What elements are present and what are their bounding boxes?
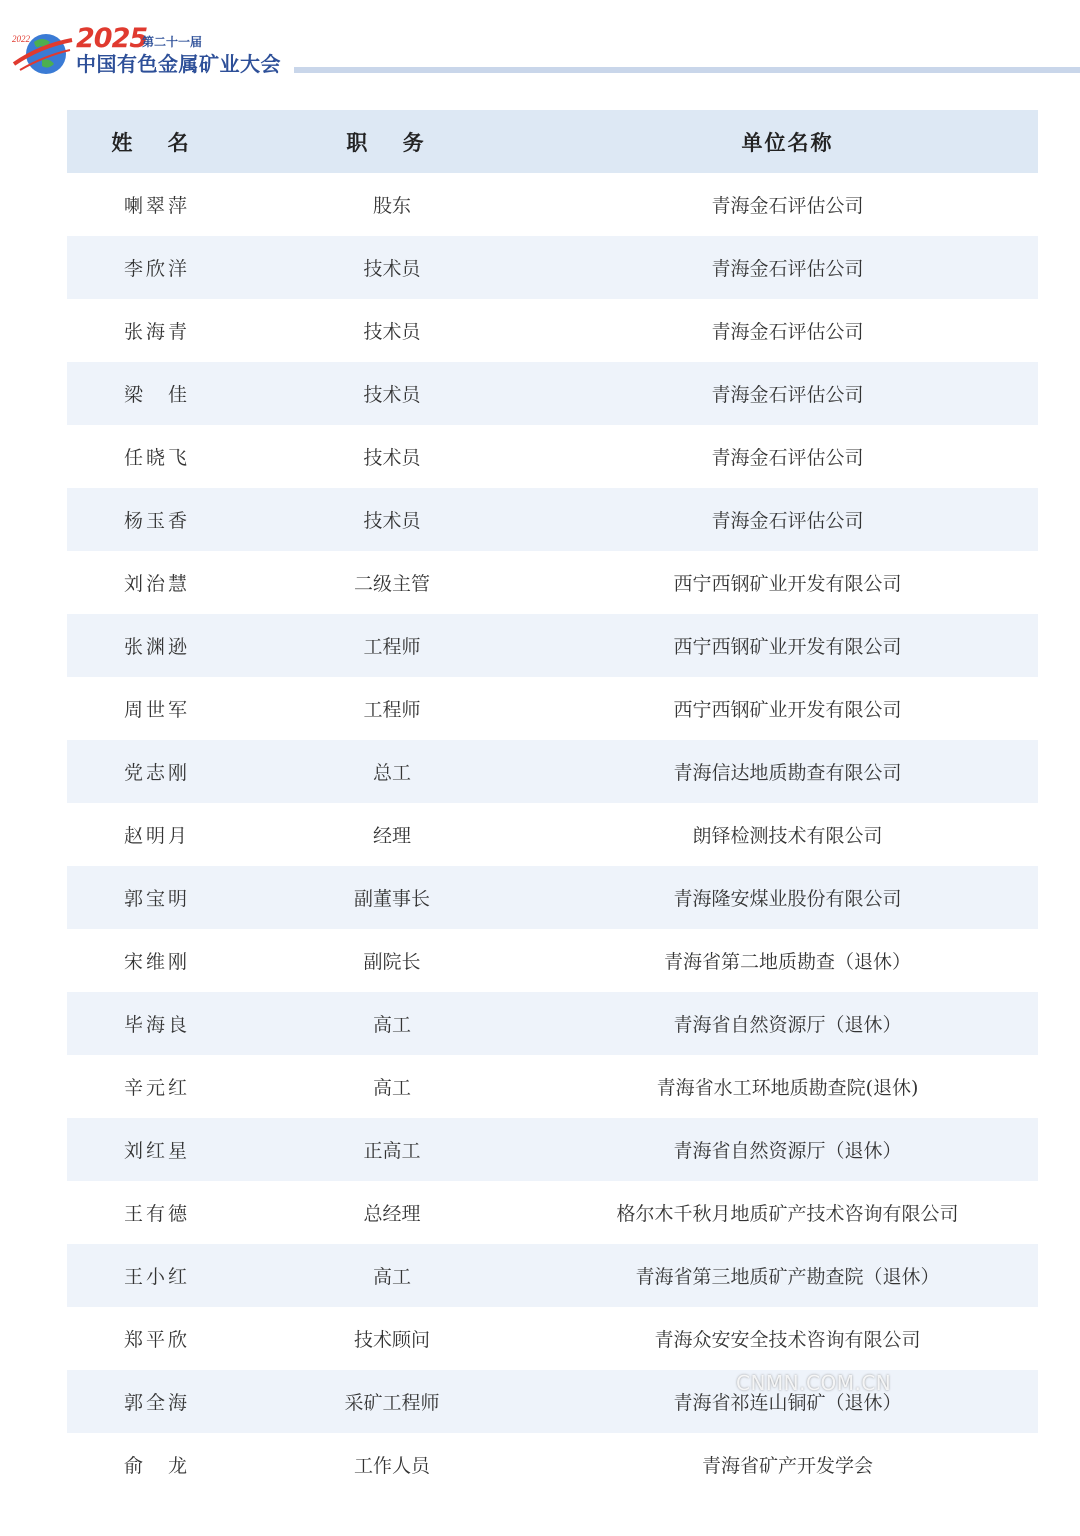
unit-cell: 青海信达地质勘查有限公司 (673, 762, 902, 784)
role-cell: 技术员 (363, 384, 421, 406)
table-row (67, 992, 1038, 1055)
name-cell: 张渊逊 (123, 636, 190, 658)
unit-cell: 西宁西钢矿业开发有限公司 (673, 573, 902, 595)
table-row (67, 299, 1038, 362)
name-cell: 喇翠萍 (123, 195, 190, 217)
table-row (67, 929, 1038, 992)
table-row (67, 803, 1038, 866)
role-cell: 副董事长 (353, 888, 430, 910)
name-cell: 郭全海 (123, 1392, 190, 1414)
name-cell: 周世军 (123, 699, 190, 721)
table-row (67, 236, 1038, 299)
role-cell: 高工 (372, 1266, 411, 1288)
role-cell: 采矿工程师 (344, 1392, 440, 1414)
unit-cell: 青海金石评估公司 (711, 384, 864, 406)
unit-cell: 青海隆安煤业股份有限公司 (673, 888, 902, 910)
page-header (0, 0, 1080, 95)
unit-cell: 青海省矿产开发学会 (701, 1455, 873, 1477)
conference-title: 中国有色金属矿业大会 (76, 52, 281, 76)
role-cell: 副院长 (363, 951, 421, 973)
role-cell: 正高工 (363, 1140, 421, 1162)
name-cell: 宋维刚 (123, 951, 190, 973)
table-row (67, 1181, 1038, 1244)
participant-table (67, 110, 1038, 1496)
table-body (67, 173, 1038, 1496)
unit-cell: 青海省自然资源厅（退休） (673, 1140, 902, 1162)
column-header-name: 姓 名 (111, 130, 203, 155)
table-row (67, 1118, 1038, 1181)
table-row (67, 1370, 1038, 1433)
table-row (67, 173, 1038, 236)
globe-logo-icon (10, 26, 76, 80)
unit-cell: 青海众安安全技术咨询有限公司 (654, 1329, 921, 1351)
role-cell: 技术员 (363, 510, 421, 532)
unit-cell: 青海金石评估公司 (711, 321, 864, 343)
name-cell: 赵明月 (123, 825, 190, 847)
unit-cell: 青海省自然资源厅（退休） (673, 1014, 902, 1036)
unit-cell: 西宁西钢矿业开发有限公司 (673, 699, 902, 721)
role-cell: 高工 (372, 1014, 411, 1036)
table-row (67, 488, 1038, 551)
name-cell: 张海青 (123, 321, 190, 343)
unit-cell: 青海金石评估公司 (711, 510, 864, 532)
name-cell: 郑平欣 (123, 1329, 190, 1351)
role-cell: 工作人员 (353, 1455, 430, 1477)
name-cell: 任晓飞 (123, 447, 190, 469)
role-cell: 技术顾问 (353, 1329, 430, 1351)
unit-cell: 格尔木千秋月地质矿产技术咨询有限公司 (616, 1203, 959, 1225)
table-header-row (67, 110, 1038, 173)
column-header-unit: 单位名称 (741, 130, 834, 155)
role-cell: 技术员 (363, 447, 421, 469)
name-cell: 郭宝明 (123, 888, 190, 910)
role-cell: 经理 (372, 825, 411, 847)
role-cell: 总经理 (363, 1203, 421, 1225)
name-cell: 王有德 (123, 1203, 190, 1225)
role-cell: 工程师 (363, 636, 421, 658)
name-cell: 王小红 (123, 1266, 190, 1288)
table-row (67, 614, 1038, 677)
unit-cell: 青海金石评估公司 (711, 447, 864, 469)
table-row (67, 1055, 1038, 1118)
role-cell: 二级主管 (353, 573, 430, 595)
unit-cell: 青海省祁连山铜矿（退休） (673, 1392, 902, 1414)
role-cell: 股东 (372, 195, 411, 217)
header-year: 2025 (76, 23, 148, 54)
table-row (67, 551, 1038, 614)
name-cell: 毕海良 (123, 1014, 190, 1036)
name-cell: 杨玉香 (123, 510, 190, 532)
role-cell: 技术员 (363, 258, 421, 280)
header-divider (294, 67, 1080, 73)
unit-cell: 青海金石评估公司 (711, 258, 864, 280)
column-header-role: 职 务 (346, 130, 438, 155)
table-row (67, 866, 1038, 929)
name-cell: 俞 龙 (123, 1455, 190, 1477)
table-row (67, 425, 1038, 488)
table-row (67, 1433, 1038, 1496)
name-cell: 刘治慧 (123, 573, 190, 595)
unit-cell: 青海省水工环地质勘查院(退休) (656, 1077, 919, 1099)
name-cell: 梁 佳 (123, 384, 190, 406)
table-row (67, 1244, 1038, 1307)
header-edition: 第二十一届 (142, 35, 203, 49)
unit-cell: 青海省第三地质矿产勘查院（退休） (635, 1266, 940, 1288)
role-cell: 技术员 (363, 321, 421, 343)
name-cell: 辛元红 (123, 1077, 190, 1099)
unit-cell: 朗铎检测技术有限公司 (692, 825, 883, 847)
name-cell: 李欣洋 (123, 258, 190, 280)
table-row (67, 362, 1038, 425)
unit-cell: 青海金石评估公司 (711, 195, 864, 217)
unit-cell: 西宁西钢矿业开发有限公司 (673, 636, 902, 658)
role-cell: 高工 (372, 1077, 411, 1099)
name-cell: 党志刚 (123, 762, 190, 784)
site-watermark: CNMN.COM.CN (736, 1371, 892, 1395)
role-cell: 工程师 (363, 699, 421, 721)
table-row (67, 740, 1038, 803)
unit-cell: 青海省第二地质勘查（退休） (663, 951, 911, 973)
table-row (67, 1307, 1038, 1370)
name-cell: 刘红星 (123, 1140, 190, 1162)
role-cell: 总工 (372, 762, 411, 784)
table-row (67, 677, 1038, 740)
logo-year: 2022 (12, 34, 30, 44)
